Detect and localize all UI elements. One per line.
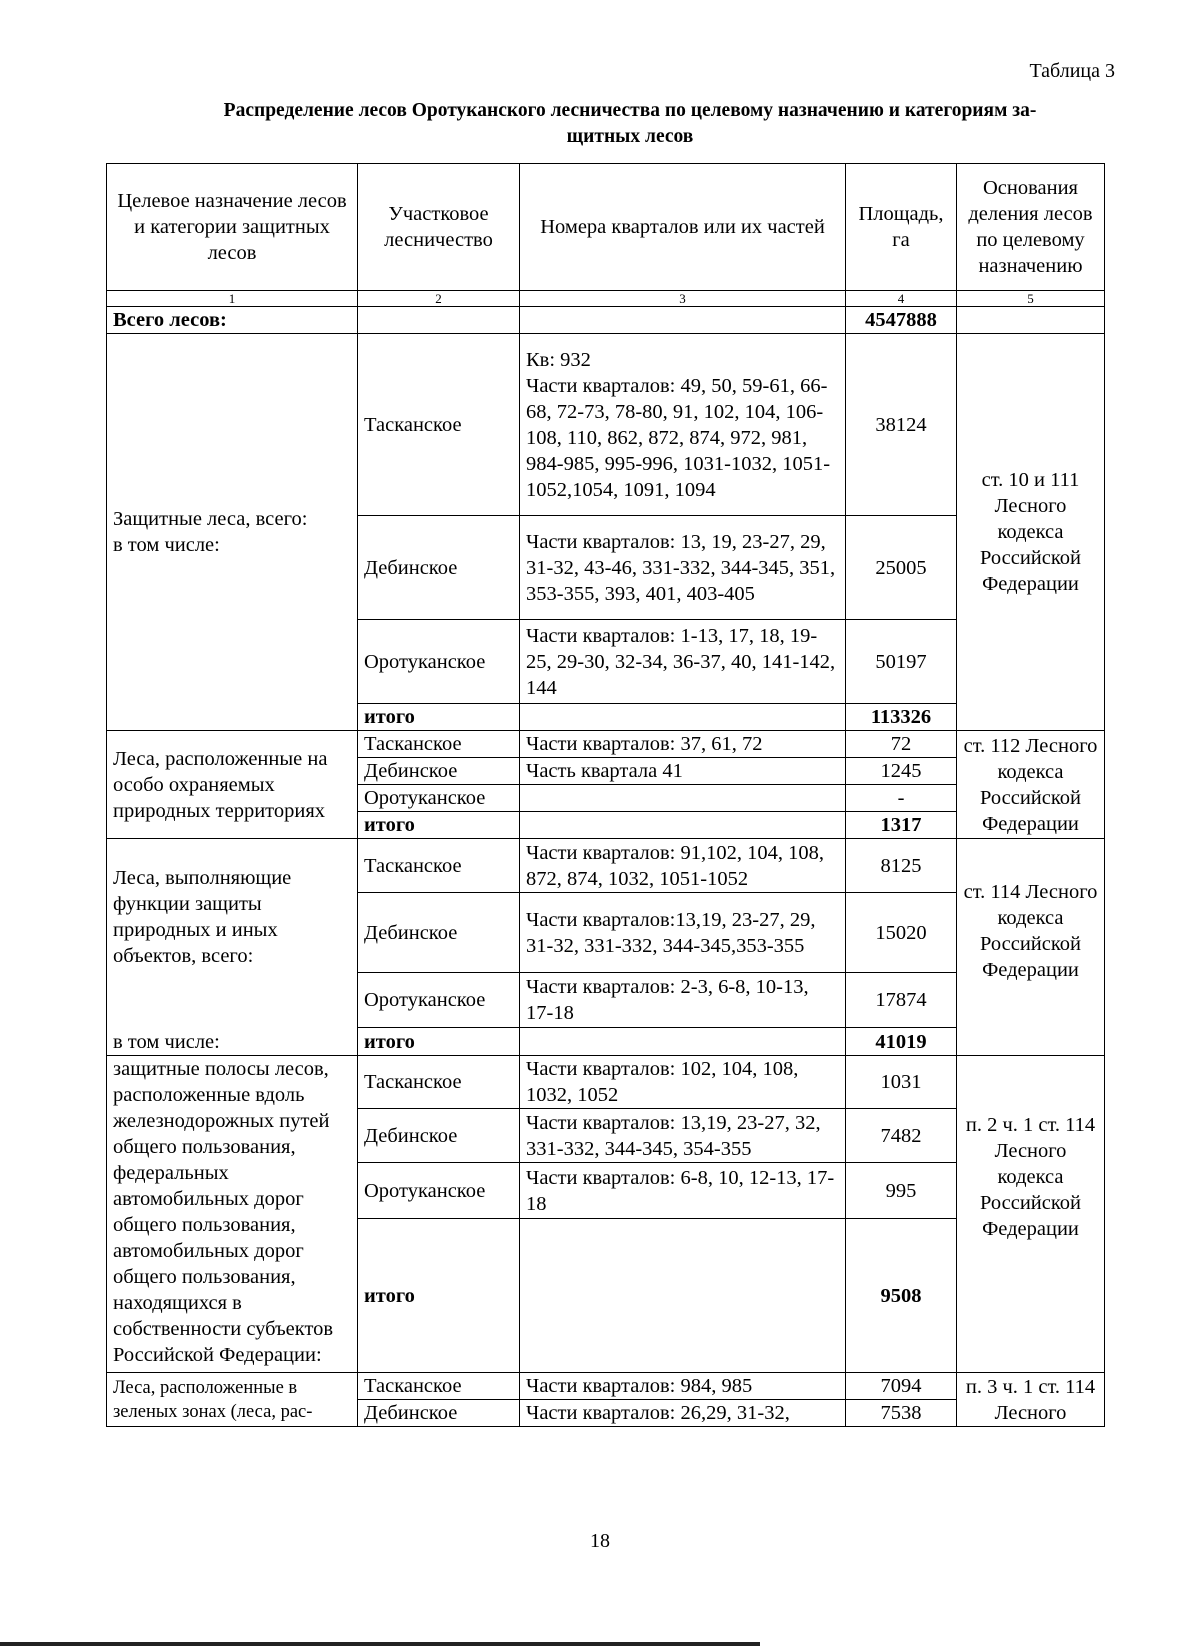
forest-distribution-table: [106, 163, 1105, 1427]
quarters-cell: Части кварталов: 2-3, 6-8, 10-13, 17-18: [520, 973, 846, 1028]
subtotal-label: итого: [358, 1028, 520, 1056]
total-area: 4547888: [846, 307, 957, 334]
quarters-cell: Части кварталов: 1-13, 17, 18, 19-25, 29-30, 32-34, 36-37, 40, 141-142, 144: [520, 620, 846, 704]
basis-functions: ст. 114 Лесного кодекса Российской Федерации: [957, 839, 1105, 1056]
table-caption: Таблица 3: [1029, 60, 1115, 82]
district-cell: Тасканское: [358, 1056, 520, 1109]
col-number-4: 4: [846, 291, 957, 307]
quarters-cell: Части кварталов: 37, 61, 72: [520, 731, 846, 758]
empty-cell: [520, 704, 846, 731]
col-number-1: 1: [107, 291, 358, 307]
quarters-cell: Части кварталов: 26,29, 31-32,: [520, 1400, 846, 1427]
area-cell: 17874: [846, 973, 957, 1028]
category-reserves: Леса, расположенные на особо охраняемых природных территориях: [107, 731, 358, 839]
category-strips: защитные полосы лесов, расположенные вдоль железнодорожных путей общего пользования, федеральных автомобильных дорог общего пользования, автомобильных дорог общего пользования, находящихся в собственности субъектов Российской Федерации:: [107, 1056, 358, 1373]
district-cell: Тасканское: [358, 334, 520, 516]
header-area: Площадь, га: [846, 164, 957, 291]
header-basis: Основания деления лесов по целевому назначению: [957, 164, 1105, 291]
area-cell: 995: [846, 1163, 957, 1219]
district-cell: Тасканское: [358, 1373, 520, 1400]
basis-green: п. 3 ч. 1 ст. 114 Лесного: [957, 1373, 1105, 1427]
subtotal-area: 41019: [846, 1028, 957, 1056]
empty-cell: [520, 1219, 846, 1373]
quarters-cell: Части кварталов: 13, 19, 23-27, 29, 31-32, 43-46, 331-332, 344-345, 351, 353-355, 393, 401, 403-405: [520, 516, 846, 620]
total-row: [107, 307, 1105, 334]
quarters-cell: Части кварталов: 984, 985: [520, 1373, 846, 1400]
header-row: [107, 164, 1105, 291]
table-row: [107, 1373, 1105, 1400]
basis-strips: п. 2 ч. 1 ст. 114 Лесного кодекса Российской Федерации: [957, 1056, 1105, 1373]
basis-protective: ст. 10 и 111 Лесного кодекса Российской Федерации: [957, 334, 1105, 731]
district-cell: Оротуканское: [358, 785, 520, 812]
empty-cell: [520, 812, 846, 839]
quarters-cell: [520, 785, 846, 812]
table-title: [130, 98, 1130, 150]
basis-reserves: ст. 112 Лесного кодекса Российской Федерации: [957, 731, 1105, 839]
district-cell: Оротуканское: [358, 973, 520, 1028]
quarters-cell: Кв: 932 Части кварталов: 49, 50, 59-61, 66-68, 72-73, 78-80, 91, 102, 104, 106-108, 110, 862, 872, 874, 972, 981, 984-985, 995-996, 1031-1032, 1051-1052,1054, 1091, 1094: [520, 334, 846, 516]
district-cell: Оротуканское: [358, 620, 520, 704]
footer-rule: [0, 1642, 760, 1646]
district-cell: Дебинское: [358, 516, 520, 620]
area-cell: 1245: [846, 758, 957, 785]
district-cell: Тасканское: [358, 839, 520, 893]
area-cell: 15020: [846, 893, 957, 973]
subtotal-label: итого: [358, 704, 520, 731]
empty-cell: [358, 307, 520, 334]
category-functions-text: Леса, выполняющие функции защиты природных и иных объектов, всего:: [113, 867, 292, 967]
title-line-1: Распределение лесов Оротуканского лесничества по целевому назначению и категориям за-: [223, 100, 1037, 121]
column-numbers-row: [107, 291, 1105, 307]
table-row: [107, 1056, 1105, 1109]
category-functions-sub: в том числе:: [113, 1031, 220, 1053]
area-cell: 7482: [846, 1109, 957, 1163]
district-cell: Дебинское: [358, 1400, 520, 1427]
area-cell: 72: [846, 731, 957, 758]
area-cell: 38124: [846, 334, 957, 516]
quarters-cell: Части кварталов: 102, 104, 108, 1032, 1052: [520, 1056, 846, 1109]
total-label: Всего лесов:: [107, 307, 358, 334]
empty-cell: [957, 307, 1105, 334]
col-number-3: 3: [520, 291, 846, 307]
category-functions: [107, 839, 358, 1056]
empty-cell: [520, 1028, 846, 1056]
subtotal-label: итого: [358, 812, 520, 839]
subtotal-area: 9508: [846, 1219, 957, 1373]
quarters-cell: Части кварталов: 6-8, 10, 12-13, 17-18: [520, 1163, 846, 1219]
category-protective: Защитные леса, всего: в том числе:: [107, 334, 358, 731]
category-green: Леса, расположенные в зеленых зонах (леса, рас-: [107, 1373, 358, 1427]
table-row: [107, 839, 1105, 893]
area-cell: 8125: [846, 839, 957, 893]
area-cell: -: [846, 785, 957, 812]
area-cell: 25005: [846, 516, 957, 620]
table-row: [107, 334, 1105, 516]
area-cell: 50197: [846, 620, 957, 704]
district-cell: Дебинское: [358, 893, 520, 973]
quarters-cell: Части кварталов:13,19, 23-27, 29, 31-32, 331-332, 344-345,353-355: [520, 893, 846, 973]
subtotal-area: 113326: [846, 704, 957, 731]
district-cell: Оротуканское: [358, 1163, 520, 1219]
page-number: 18: [590, 1530, 610, 1552]
header-quarters: Номера кварталов или их частей: [520, 164, 846, 291]
col-number-5: 5: [957, 291, 1105, 307]
col-number-2: 2: [358, 291, 520, 307]
district-cell: Дебинское: [358, 758, 520, 785]
quarters-cell: Части кварталов: 13,19, 23-27, 32, 331-332, 344-345, 354-355: [520, 1109, 846, 1163]
district-cell: Дебинское: [358, 1109, 520, 1163]
quarters-cell: Части кварталов: 91,102, 104, 108, 872, 874, 1032, 1051-1052: [520, 839, 846, 893]
area-cell: 7094: [846, 1373, 957, 1400]
empty-cell: [520, 307, 846, 334]
header-purpose: Целевое назначение лесов и категории защитных лесов: [107, 164, 358, 291]
table-row: [107, 731, 1105, 758]
area-cell: 7538: [846, 1400, 957, 1427]
subtotal-area: 1317: [846, 812, 957, 839]
district-cell: Тасканское: [358, 731, 520, 758]
title-line-2: щитных лесов: [566, 126, 694, 147]
area-cell: 1031: [846, 1056, 957, 1109]
header-district: Участковое лесничество: [358, 164, 520, 291]
subtotal-label: итого: [358, 1219, 520, 1373]
quarters-cell: Часть квартала 41: [520, 758, 846, 785]
